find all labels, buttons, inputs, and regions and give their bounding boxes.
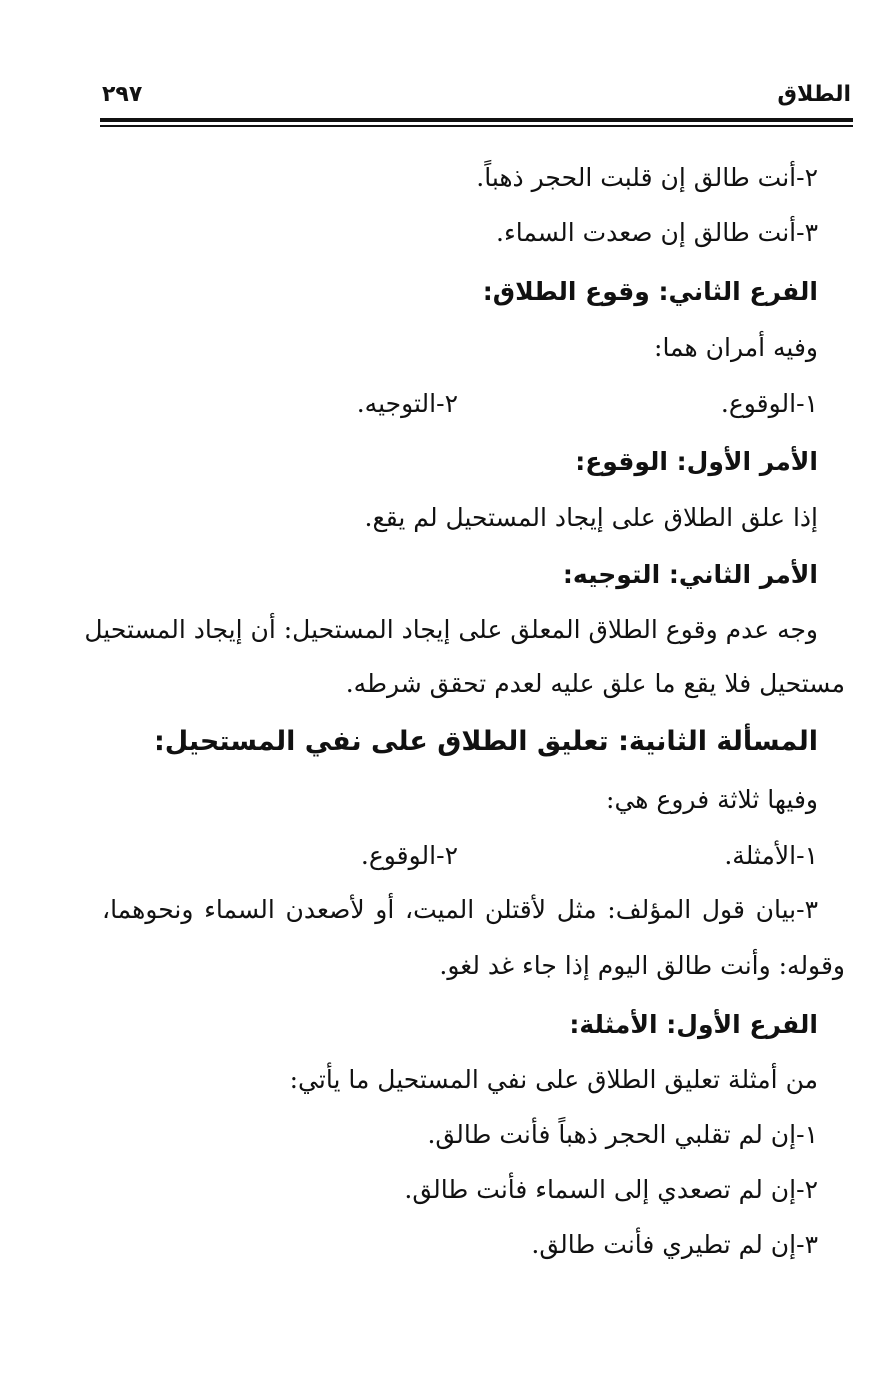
list-item: ٣-إن لم تطيري فأنت طالق. [531,1230,818,1259]
text-line: من أمثلة تعليق الطلاق على نفي المستحيل ما يأتي: [289,1065,818,1094]
running-title: الطلاق [777,82,851,107]
section-heading: الفرع الثاني: وقوع الطلاق: [482,277,818,306]
header-rule-thick [100,118,853,122]
text-line: مستحيل فلا يقع ما علق عليه لعدم تحقق شرطه. [345,669,845,698]
list-item: ٢-الوقوع. [360,841,458,870]
list-item: ١-الوقوع. [720,389,818,418]
text-line: ٣-أنت طالق إن صعدت السماء. [496,218,818,247]
text-line: ٣-بيان قول المؤلف: مثل لأقتلن الميت، أو لأصعدن السماء ونحوهما، [102,895,818,924]
text-line: وفيه أمران هما: [654,333,818,362]
section-heading: الأمر الثاني: التوجيه: [562,560,818,589]
list-item: ٢-التوجيه. [356,389,458,418]
page-header [102,80,851,118]
list-item: ١-الأمثلة. [724,841,818,870]
page-number: ٢٩٧ [102,82,143,107]
list-item: ٢-إن لم تصعدي إلى السماء فأنت طالق. [404,1175,818,1204]
section-heading: المسألة الثانية: تعليق الطلاق على نفي المستحيل: [153,726,818,757]
text-line: وقوله: وأنت طالق اليوم إذا جاء غد لغو. [439,951,845,980]
text-line: ٢-أنت طالق إن قلبت الحجر ذهباً. [476,163,818,192]
header-rule-thin [100,125,853,127]
text-line: وجه عدم وقوع الطلاق المعلق على إيجاد المستحيل: أن إيجاد المستحيل [84,615,818,644]
list-item: ١-إن لم تقلبي الحجر ذهباً فأنت طالق. [427,1120,818,1149]
text-line: وفيها ثلاثة فروع هي: [606,785,818,814]
section-heading: الأمر الأول: الوقوع: [575,447,818,476]
section-heading: الفرع الأول: الأمثلة: [569,1010,818,1039]
text-line: إذا علق الطلاق على إيجاد المستحيل لم يقع. [364,503,818,532]
